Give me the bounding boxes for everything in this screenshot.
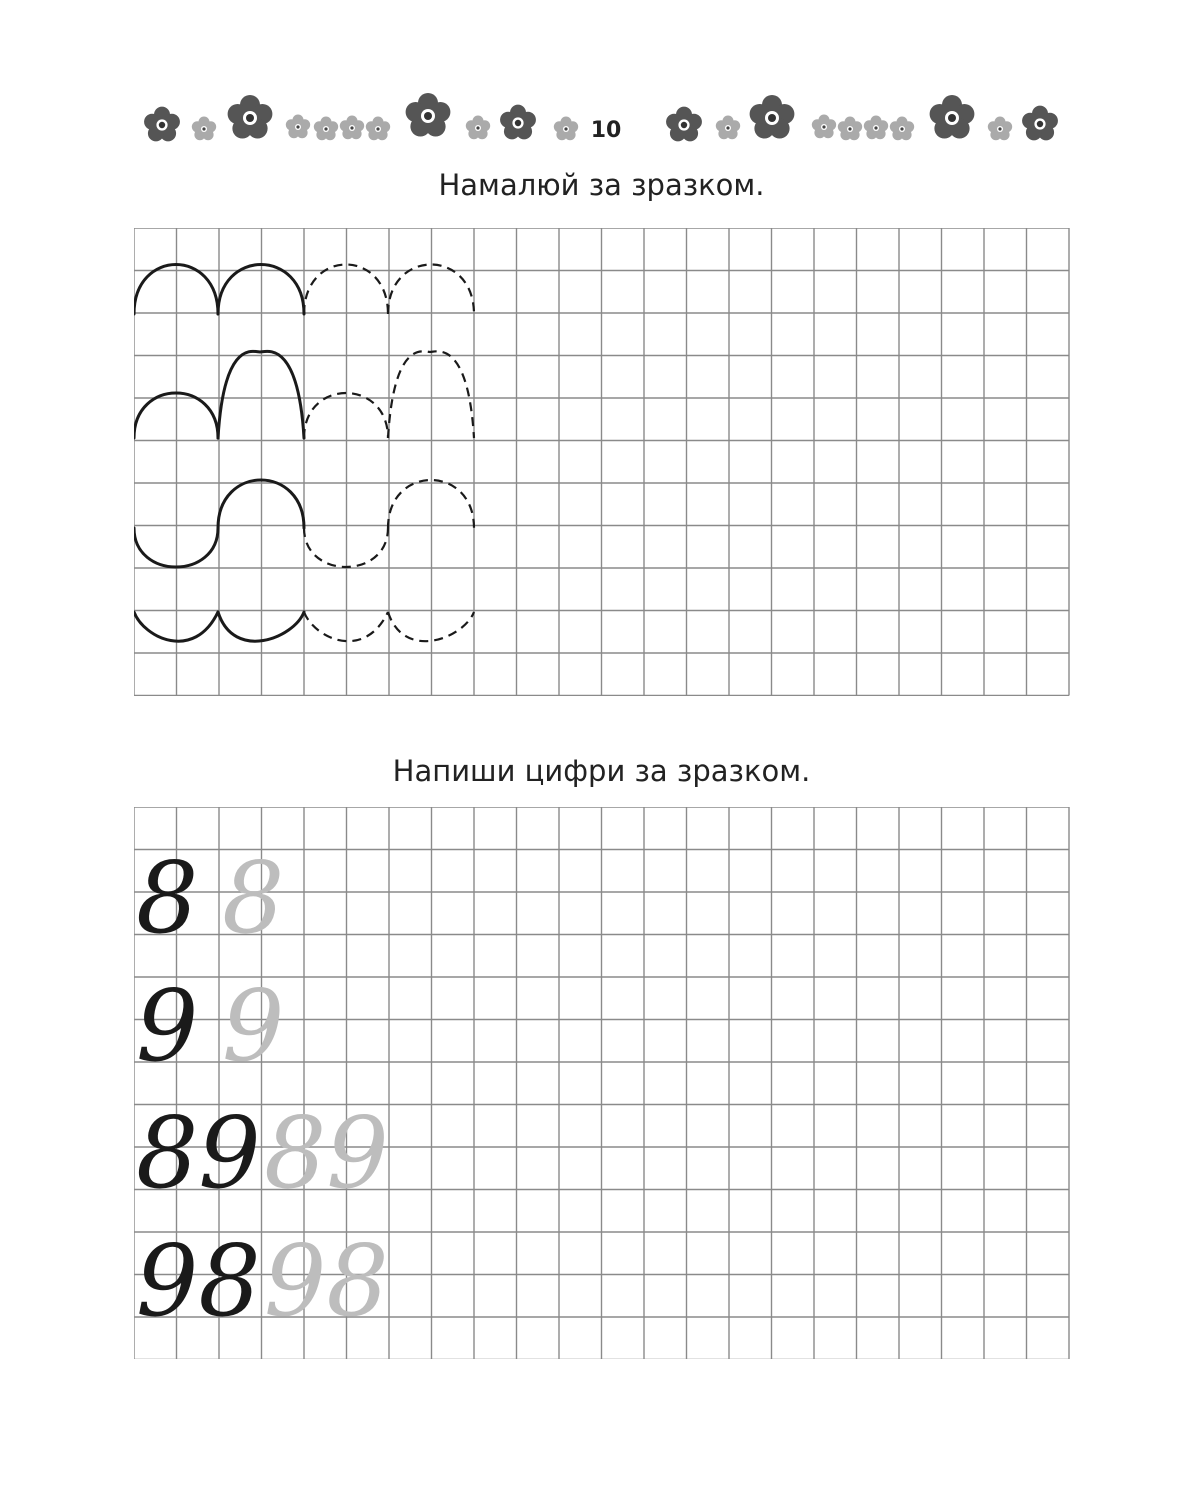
section2-instruction: Напиши цифри за зразком.: [392, 754, 811, 788]
grid-lines: [134, 228, 1069, 696]
sample-digits-2: 9: [136, 970, 199, 1084]
drawing-grid-svg: [134, 228, 1070, 696]
section1-instruction: Намалюй за зразком.: [438, 168, 765, 202]
trace-digits-2: 9: [222, 970, 285, 1084]
page-number: 10: [590, 118, 622, 143]
digits-grid: [134, 807, 1070, 1359]
trace-digits-3: 89: [264, 1097, 389, 1211]
sample-digits-4: 98: [136, 1225, 261, 1339]
digits-grid-svg: [134, 807, 1070, 1359]
trace-digits-4: 98: [264, 1225, 389, 1339]
sample-digits-3: 89: [136, 1097, 261, 1211]
drawing-grid: [134, 228, 1070, 696]
trace-digits-1: 8: [222, 842, 285, 956]
sample-digits-1: 8: [136, 842, 199, 956]
